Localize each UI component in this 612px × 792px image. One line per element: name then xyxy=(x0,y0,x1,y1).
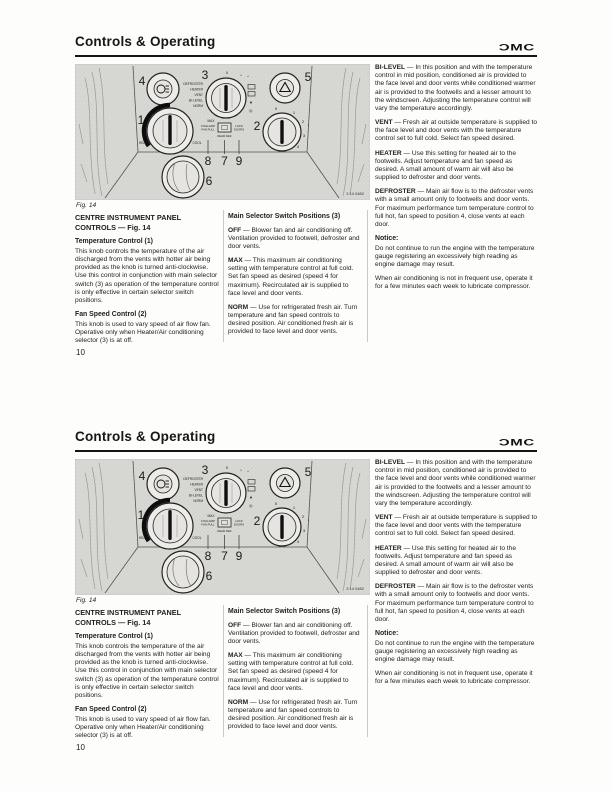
term-norm: NORM xyxy=(228,698,249,706)
notice-paragraph: Do not continue to run the engine with the temperature gauge registering an excessively high reading as engine damage may result. xyxy=(375,244,535,268)
callout-9: 9 xyxy=(235,154,243,168)
term-defroster: DEFROSTER xyxy=(375,583,416,591)
callout-6: 6 xyxy=(205,174,213,188)
fan-icon: * xyxy=(240,468,242,473)
selector-pos-heater: HEATER xyxy=(190,482,203,487)
fan-speed-0: 0 xyxy=(274,106,278,111)
page-title: Controls & Operating xyxy=(75,34,216,49)
fan-speed-2: 2 xyxy=(301,514,305,519)
body-paragraph: DEFROSTER — Main air flow is to the defroster vents with a small amount only to footwells and door vents. For maximum performance turn temperature control to full hot, fan speed to position 4, close vents at each door. xyxy=(375,188,534,228)
body-paragraph: OFF — Blower fan and air conditioning off. Ventilation provided to footwell, defroster and door vents. xyxy=(228,621,360,645)
blower-dial-icon: ◎ xyxy=(249,108,253,113)
figure-code: 3 14 0482 xyxy=(346,586,364,591)
section-heading: CENTRE INSTRUMENT PANEL CONTROLS — Fig. 14 xyxy=(75,608,182,627)
body-paragraph: This knob controls the temperature of the air discharged from the vents with hotter air being provided as the knob is turned anti-clockwise. Use this control in conjunction with main selector switch (3) as operation of the temperature control is only effective in certain selector switch positions. xyxy=(75,642,219,699)
callout-7: 7 xyxy=(221,549,228,563)
term-bilevel: BI-LEVEL xyxy=(375,459,406,466)
fan-speed-3: 3 xyxy=(302,528,306,533)
middle-column xyxy=(228,608,361,738)
svg-text:FAN PULL: FAN PULL xyxy=(201,127,215,132)
door-lock-switch-label: LOCK xyxy=(235,124,243,128)
selector-pos-bilevel: BI-LEVEL xyxy=(189,493,203,498)
callout-5: 5 xyxy=(304,70,312,84)
temperature-pointer xyxy=(168,115,171,145)
body-paragraph: HEATER — Use this setting for heated air to the footwells. Adjust temperature and fan speed as desired. A small amount of warm air will also be supplied to defroster and door vents. xyxy=(375,149,516,182)
temp-heat-label: HEAT xyxy=(138,141,148,145)
section-heading: Main Selector Switch Positions (3) xyxy=(228,213,341,220)
rear-defog-switch xyxy=(218,518,231,527)
figure-code: 3 14 0482 xyxy=(346,191,364,196)
term-bilevel: BI-LEVEL xyxy=(375,64,406,71)
column-divider xyxy=(223,210,224,342)
section-heading: CENTRE INSTRUMENT PANEL CONTROLS — Fig. 14 xyxy=(75,213,182,232)
instrument-panel-drawing xyxy=(75,459,370,595)
fan-speed-1: 1 xyxy=(292,505,296,510)
body-paragraph: HEATER — Use this setting for heated air to the footwells. Adjust temperature and fan speed as desired. A small amount of warm air will also be supplied to defroster and door vents. xyxy=(375,544,516,577)
snowflake-icon: * xyxy=(247,74,249,79)
fan-pointer xyxy=(280,515,283,539)
blower-dial-icon: ◎ xyxy=(249,503,253,508)
subsection-title: Fan Speed Control (2) xyxy=(75,706,147,714)
right-column xyxy=(375,459,537,693)
selector-pos-norm: NORM xyxy=(193,104,203,108)
body-paragraph: NORM — Use for refrigerated fresh air. Turn temperature and fan speed controls to desired position. Air conditioned fresh air is provided to face level and door vents. xyxy=(228,698,358,731)
fan-snowflake-icon: * xyxy=(307,123,310,128)
term-heater: HEATER xyxy=(375,544,402,552)
fan-speed-4: 4 xyxy=(296,539,300,544)
selector-top-label: 0 xyxy=(225,465,229,470)
subsection-title: Fan Speed Control (2) xyxy=(75,311,147,319)
selector-pos-max: MAX xyxy=(207,119,215,123)
callout-4: 4 xyxy=(138,74,146,88)
selector-pointer xyxy=(224,480,227,506)
snowflake-icon: * xyxy=(247,469,249,474)
body-paragraph: VENT — Fresh air at outside temperature is supplied to the face level and door vents with the temperature control set to full cold. Select fan speed desired. xyxy=(375,119,538,143)
page-number: 10 xyxy=(76,348,85,357)
fan-speed-3: 3 xyxy=(302,133,306,138)
callout-9: 9 xyxy=(235,549,243,563)
selector-pos-defroster: DEFROSTER xyxy=(183,477,203,481)
fan-icon: * xyxy=(240,73,242,78)
body-paragraph: BI-LEVEL — In this position and with the temperature control in mid position, conditioned air is provided to the face level and door vents while conditioned warmer air is provided to the footwells and a lesser amount to the windscreen. Adjusting the temperature control will vary the temperature accordingly. xyxy=(375,64,536,112)
body-paragraph: MAX — This maximum air conditioning setting with temperature control at full cold. Set fan speed as desired (speed 4 for maximum). Recirculated air is supplied to face level and door vents. xyxy=(228,652,354,692)
body-paragraph: OFF — Blower fan and air conditioning off. Ventilation provided to footwell, defroster and door vents. xyxy=(228,226,360,250)
fan-speed-2: 2 xyxy=(301,119,305,124)
rear-defog-label: REAR DEF xyxy=(217,134,232,138)
temp-cool-label: COOL xyxy=(192,536,202,540)
main-selector-knob xyxy=(206,78,246,118)
callout-8: 8 xyxy=(204,154,212,168)
body-paragraph: When air conditioning is not in frequent use, operate it for a few minutes each week to lubricate compressor. xyxy=(375,670,533,686)
callout-8: 8 xyxy=(204,549,212,563)
instrument-panel-figure xyxy=(75,64,370,200)
term-max: MAX xyxy=(228,257,243,265)
column-divider xyxy=(367,210,368,342)
term-defroster: DEFROSTER xyxy=(375,188,416,196)
selector-pos-defroster: DEFROSTER xyxy=(183,82,203,86)
body-paragraph: This knob is used to vary speed of air flow fan. Operative only when Heater/Air conditioning selector (3) is at off. xyxy=(75,715,211,739)
middle-column xyxy=(228,213,361,343)
body-paragraph: DEFROSTER — Main air flow is to the defroster vents with a small amount only to footwells and door vents. For maximum performance turn temperature control to full hot, fan speed to position 4, close vents at each door. xyxy=(375,583,534,623)
page-half-repeat xyxy=(75,425,537,792)
notice-title: Notice: xyxy=(375,630,399,638)
left-column xyxy=(75,213,221,351)
term-norm: NORM xyxy=(228,303,249,311)
hazard-knob xyxy=(270,468,300,498)
figure-caption: Fig. 14 xyxy=(76,597,97,604)
subsection-title: Temperature Control (1) xyxy=(75,238,153,246)
fan-speed-0: 0 xyxy=(274,501,278,506)
fan-pointer xyxy=(280,120,283,144)
instrument-panel-figure xyxy=(75,459,370,595)
callout-4: 4 xyxy=(138,469,146,483)
hazard-knob xyxy=(270,73,300,103)
door-lock-switch-label: LOCK xyxy=(235,519,243,523)
callout-7: 7 xyxy=(221,154,228,168)
main-selector-knob xyxy=(206,473,246,513)
figure-caption: Fig. 14 xyxy=(76,202,97,209)
dmc-logo: ƆMC xyxy=(498,41,535,53)
subsection-title: Temperature Control (1) xyxy=(75,633,153,641)
fan-speed-1: 1 xyxy=(292,110,296,115)
svg-text:DOORS: DOORS xyxy=(233,127,245,132)
header-rule xyxy=(75,450,537,452)
dmc-logo: ƆMC xyxy=(498,436,535,448)
foglamp-switch-label: FOGLAMP xyxy=(201,124,215,128)
callout-6: 6 xyxy=(205,569,213,583)
callout-1: 1 xyxy=(137,508,145,522)
rear-defog-switch xyxy=(218,123,231,132)
fan-speed-knob xyxy=(263,113,301,151)
instrument-panel-drawing xyxy=(75,64,370,200)
headlamp-knob xyxy=(147,73,179,105)
body-paragraph: BI-LEVEL — In this position and with the temperature control in mid position, conditioned air is provided to the face level and door vents while conditioned warmer air is provided to the footwells and a lesser amount to the windscreen. Adjusting the temperature control will vary the temperature accordingly. xyxy=(375,459,536,507)
right-column xyxy=(375,64,537,298)
fan-speed-4: 4 xyxy=(296,144,300,149)
selector-pos-vent: VENT xyxy=(194,93,203,97)
callout-5: 5 xyxy=(304,465,312,479)
section-heading: Main Selector Switch Positions (3) xyxy=(228,608,341,615)
body-paragraph: This knob controls the temperature of the air discharged from the vents with hotter air being provided as the knob is turned anti-clockwise. Use this control in conjunction with main selector switch (3) as operation of the temperature control is only effective in certain selector switch positions. xyxy=(75,247,219,304)
temperature-pointer xyxy=(168,510,171,540)
foglamp-switch-label: FOGLAMP xyxy=(201,519,215,523)
down-arrow-icon: ▼ xyxy=(249,495,253,500)
callout-2: 2 xyxy=(253,514,261,528)
term-vent: VENT xyxy=(375,514,393,522)
column-divider xyxy=(223,605,224,737)
body-paragraph: NORM — Use for refrigerated fresh air. Turn temperature and fan speed controls to desired position. Air conditioned fresh air is provided to face level and door vents. xyxy=(228,303,358,336)
selector-pos-vent: VENT xyxy=(194,488,203,492)
temp-heat-label: HEAT xyxy=(138,536,148,540)
callout-3: 3 xyxy=(201,463,209,477)
selector-pointer xyxy=(224,85,227,111)
body-paragraph: MAX — This maximum air conditioning setting with temperature control at full cold. Set fan speed as desired (speed 4 for maximum). Recirculated air is supplied to face level and door vents. xyxy=(228,257,354,297)
rear-defog-label: REAR DEF xyxy=(217,529,232,533)
page-half xyxy=(75,30,537,425)
headlamp-knob xyxy=(147,468,179,500)
vent-control-knob xyxy=(162,551,204,593)
header-rule xyxy=(75,55,537,57)
selector-pos-norm: NORM xyxy=(193,499,203,503)
selector-pos-bilevel: BI-LEVEL xyxy=(189,98,203,103)
svg-text:FAN PULL: FAN PULL xyxy=(201,522,215,527)
page-title: Controls & Operating xyxy=(75,429,216,444)
selector-pos-max: MAX xyxy=(207,514,215,518)
body-paragraph: VENT — Fresh air at outside temperature is supplied to the face level and door vents with the temperature control set to full cold. Select fan speed desired. xyxy=(375,514,538,538)
notice-title: Notice: xyxy=(375,235,399,243)
column-divider xyxy=(367,605,368,737)
callout-2: 2 xyxy=(253,119,261,133)
page-number: 10 xyxy=(76,743,85,752)
term-off: OFF xyxy=(228,621,242,629)
temp-cool-label: COOL xyxy=(192,141,202,145)
selector-top-label: 0 xyxy=(225,70,229,75)
body-paragraph: This knob is used to vary speed of air flow fan. Operative only when Heater/Air conditioning selector (3) is at off. xyxy=(75,320,211,344)
term-max: MAX xyxy=(228,652,243,660)
svg-text:DOORS: DOORS xyxy=(233,522,245,527)
body-paragraph: When air conditioning is not in frequent use, operate it for a few minutes each week to lubricate compressor. xyxy=(375,275,533,291)
term-off: OFF xyxy=(228,226,242,234)
fan-speed-knob xyxy=(263,508,301,546)
notice-paragraph: Do not continue to run the engine with the temperature gauge registering an excessively high reading as engine damage may result. xyxy=(375,639,535,663)
term-heater: HEATER xyxy=(375,149,402,157)
callout-3: 3 xyxy=(201,68,209,82)
down-arrow-icon: ▼ xyxy=(249,100,253,105)
selector-pos-heater: HEATER xyxy=(190,87,203,92)
left-column xyxy=(75,608,221,746)
vent-control-knob xyxy=(162,156,204,198)
fan-snowflake-icon: * xyxy=(307,518,310,523)
term-vent: VENT xyxy=(375,119,393,127)
callout-1: 1 xyxy=(137,113,145,127)
